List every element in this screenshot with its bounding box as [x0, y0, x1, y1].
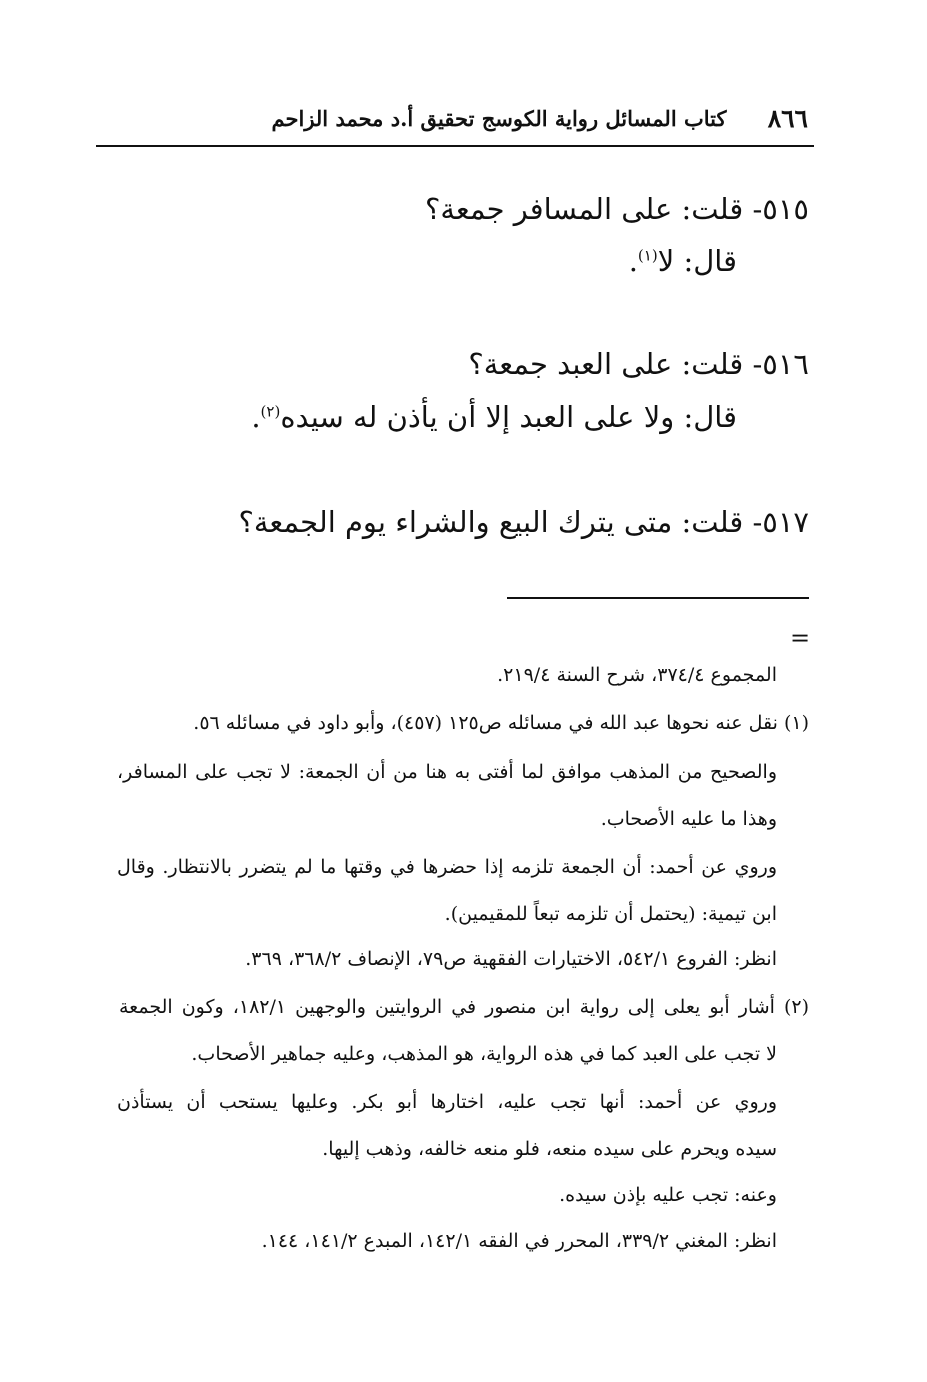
footnote-ref-2: (٢) — [260, 402, 281, 421]
page-header — [96, 98, 814, 146]
footnote-2-line-2: لا تجب على العبد كما في هذه الرواية، هو المذهب، وعليه جماهير الأصحاب. — [191, 1043, 777, 1065]
footnote-2-line-1: (٢) أشار أبو يعلى إلى رواية ابن منصور في الروايتين والوجهين ١٨٢/١، وكون الجمعة — [119, 996, 810, 1018]
running-title: كتاب المسائل رواية الكوسج تحقيق أ.د محمد الزاحم — [271, 106, 727, 131]
footnote-separator — [507, 597, 809, 599]
footnote-1-line-1: (١) نقل عنه نحوها عبد الله في مسائله ص١٢٥ (٤٥٧)، وأبو داود في مسائله ٥٦. — [193, 712, 809, 734]
footnote-2-line-3: وروي عن أحمد: أنها تجب عليه، اختارها أبو بكر. وعليها يستحب أن يستأذن — [117, 1091, 777, 1113]
answer-516-text: قال: ولا على العبد إلا أن يأذن له سيده — [280, 400, 737, 434]
footnote-2-line-5: وعنه: تجب عليه بإذن سيده. — [559, 1184, 777, 1206]
footnote-prev-reference: المجموع ٣٧٤/٤، شرح السنة ٢١٩/٤. — [497, 664, 777, 686]
answer-515-text: قال: لا — [657, 244, 737, 278]
footnote-1-line-3: وهذا ما عليه الأصحاب. — [600, 808, 777, 830]
answer-516 — [251, 400, 737, 434]
footnote-2-line-4: سيده ويحرم على سيده منعه، فلو منعه خالفه، وذهب إليها. — [322, 1138, 777, 1160]
question-516: ٥١٦- قلت: على العبد جمعة؟ — [468, 347, 809, 381]
footnote-1-line-4: وروي عن أحمد: أن الجمعة تلزمه إذا حضرها في وقتها ما لم يتضرر بالانتظار. وقال — [117, 856, 777, 878]
footnote-1-line-6: انظر: الفروع ٥٤٢/١، الاختيارات الفقهية ص٧٩، الإنصاف ٣٦٨/٢، ٣٦٩. — [245, 948, 777, 970]
answer-515-end: . — [628, 244, 638, 278]
continuation-mark: = — [790, 624, 811, 652]
answer-515 — [629, 244, 737, 278]
header-rule — [96, 145, 814, 147]
page-number: ٨٦٦ — [767, 104, 808, 133]
footnote-ref-1: (١) — [637, 246, 658, 265]
footnote-2-line-6: انظر: المغني ٣٣٩/٢، المحرر في الفقه ١٤٢/١، المبدع ١٤١/٢، ١٤٤. — [261, 1230, 777, 1252]
answer-516-end: . — [251, 400, 261, 434]
footnote-1-line-5: ابن تيمية: (يحتمل أن تلزمه تبعاً للمقيمين). — [444, 903, 777, 925]
question-515: ٥١٥- قلت: على المسافر جمعة؟ — [424, 192, 809, 226]
footnote-1-line-2: والصحيح من المذهب موافق لما أفتى به هنا من أن الجمعة: لا تجب على المسافر، — [117, 761, 777, 783]
question-517: ٥١٧- قلت: متى يترك البيع والشراء يوم الجمعة؟ — [238, 505, 809, 539]
